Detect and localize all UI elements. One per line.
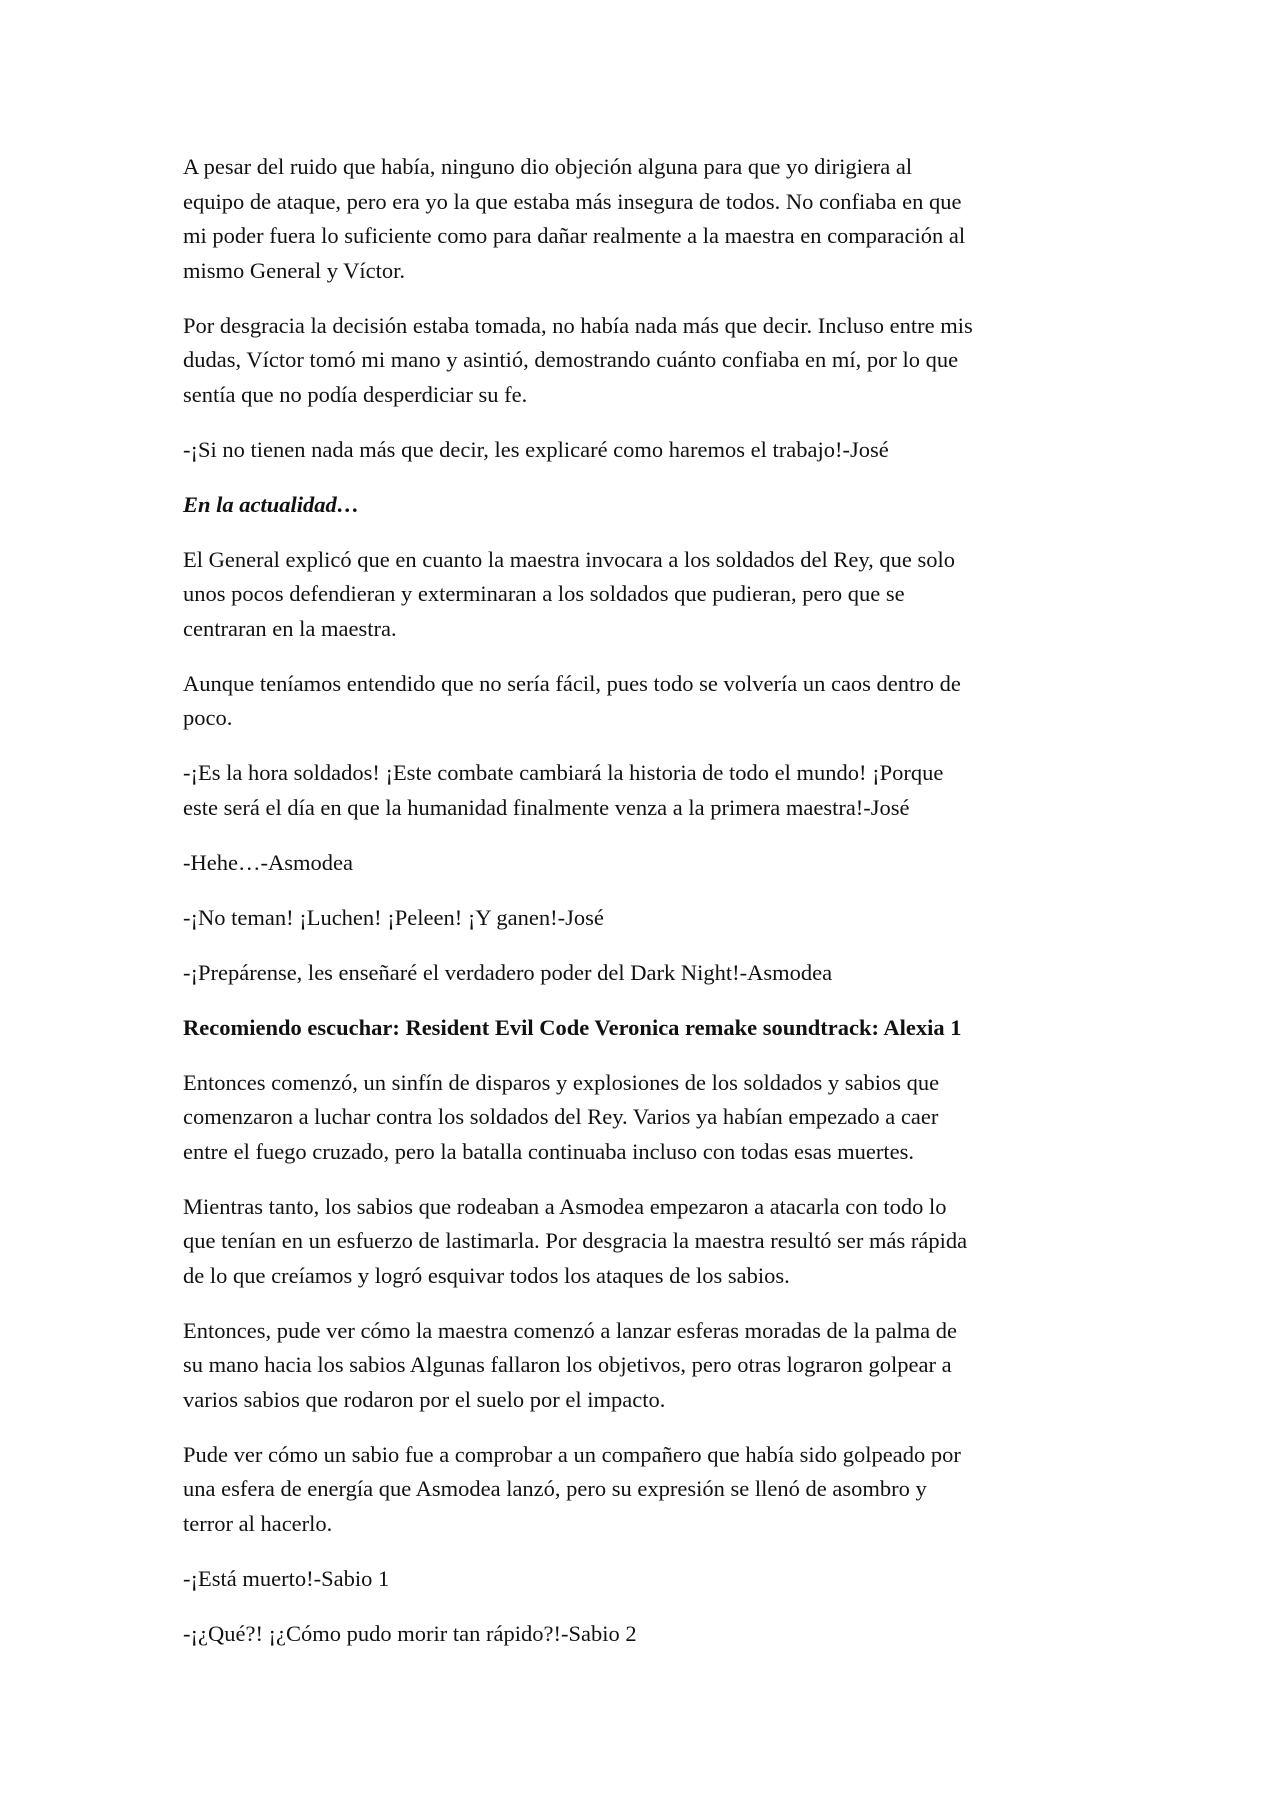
text-line: Recomiendo escuchar: Resident Evil Code Veronica remake soundtrack: Alexia 1 [183,1014,962,1040]
text-line: equipo de ataque, pero era yo la que estaba más insegura de todos. No confiaba en que [183,188,962,214]
text-line: -¡¿Qué?! ¡¿Cómo pudo morir tan rápido?!-Sabio 2 [183,1620,637,1646]
text-line: su mano hacia los sabios Algunas fallaron los objetivos, pero otras lograron golpear a [183,1352,952,1377]
paragraph [183,1562,1103,1597]
text-line: -¡Es la hora soldados! ¡Este combate cambiará la historia de todo el mundo! ¡Porque [183,760,944,785]
text-line: -¡Si no tienen nada más que decir, les explicaré como haremos el trabajo!-José [183,436,889,462]
text-line: Entonces, pude ver cómo la maestra comenzó a lanzar esferas moradas de la palma de [183,1317,958,1343]
paragraph [183,901,1103,936]
text-line: Aunque teníamos entendido que no sería fácil, pues todo se volvería un caos dentro de [183,670,961,696]
paragraph [183,1438,1103,1542]
text-line: que tenían en un esfuerzo de lastimarla. Por desgracia la maestra resultó ser más rápida [183,1228,968,1253]
paragraph [183,846,1103,881]
document-page [183,150,1103,1672]
text-line: dudas, Víctor tomó mi mano y asintió, demostrando cuánto confiaba en mí, por lo que [183,347,959,372]
paragraph [183,433,1103,468]
text-line: varios sabios que rodaron por el suelo por el impacto. [183,1386,666,1412]
heading [183,1011,1103,1046]
text-line: mismo General y Víctor. [183,257,406,283]
text-line: -¡Está muerto!-Sabio 1 [183,1565,390,1591]
paragraph [183,309,1103,413]
text-line: de lo que creíamos y logró esquivar todos los ataques de los sabios. [183,1262,790,1288]
paragraph [183,150,1103,288]
paragraph [183,1190,1103,1294]
paragraph [183,1617,1103,1652]
paragraph [183,1066,1103,1170]
paragraph [183,956,1103,991]
paragraph [183,543,1103,647]
text-line: este será el día en que la humanidad finalmente venza a la primera maestra!-José [183,794,910,820]
paragraph [183,667,1103,736]
text-line: terror al hacerlo. [183,1510,333,1536]
text-line: Mientras tanto, los sabios que rodeaban a Asmodea empezaron a atacarla con todo lo [183,1193,947,1219]
text-line: sentía que no podía desperdiciar su fe. [183,381,528,407]
text-line: unos pocos defendieran y exterminaran a los soldados que pudieran, pero que se [183,581,905,606]
text-line: En la actualidad… [183,491,360,517]
text-line: Entonces comenzó, un sinfín de disparos y explosiones de los soldados y sabios que [183,1069,940,1095]
text-line: Pude ver cómo un sabio fue a comprobar a un compañero que había sido golpeado por [183,1441,961,1467]
text-line: centraran en la maestra. [183,615,397,641]
text-line: Por desgracia la decisión estaba tomada, no había nada más que decir. Incluso entre mis [183,312,973,338]
text-line: -Hehe…-Asmodea [183,849,353,875]
text-line: entre el fuego cruzado, pero la batalla continuaba incluso con todas esas muertes. [183,1138,914,1164]
text-line: una esfera de energía que Asmodea lanzó, pero su expresión se llenó de asombro y [183,1476,927,1501]
text-line: comenzaron a luchar contra los soldados del Rey. Varios ya habían empezado a caer [183,1104,939,1129]
text-line: El General explicó que en cuanto la maestra invocara a los soldados del Rey, que solo [183,546,956,572]
text-line: -¡No teman! ¡Luchen! ¡Peleen! ¡Y ganen!-José [183,904,604,930]
paragraph [183,1314,1103,1418]
paragraph [183,756,1103,825]
text-line: mi poder fuera lo suficiente como para dañar realmente a la maestra en comparación al [183,223,966,248]
text-line: -¡Prepárense, les enseñaré el verdadero poder del Dark Night!-Asmodea [183,959,833,985]
heading [183,488,1103,523]
text-line: poco. [183,705,233,730]
text-line: A pesar del ruido que había, ninguno dio objeción alguna para que yo dirigiera al [183,154,913,179]
